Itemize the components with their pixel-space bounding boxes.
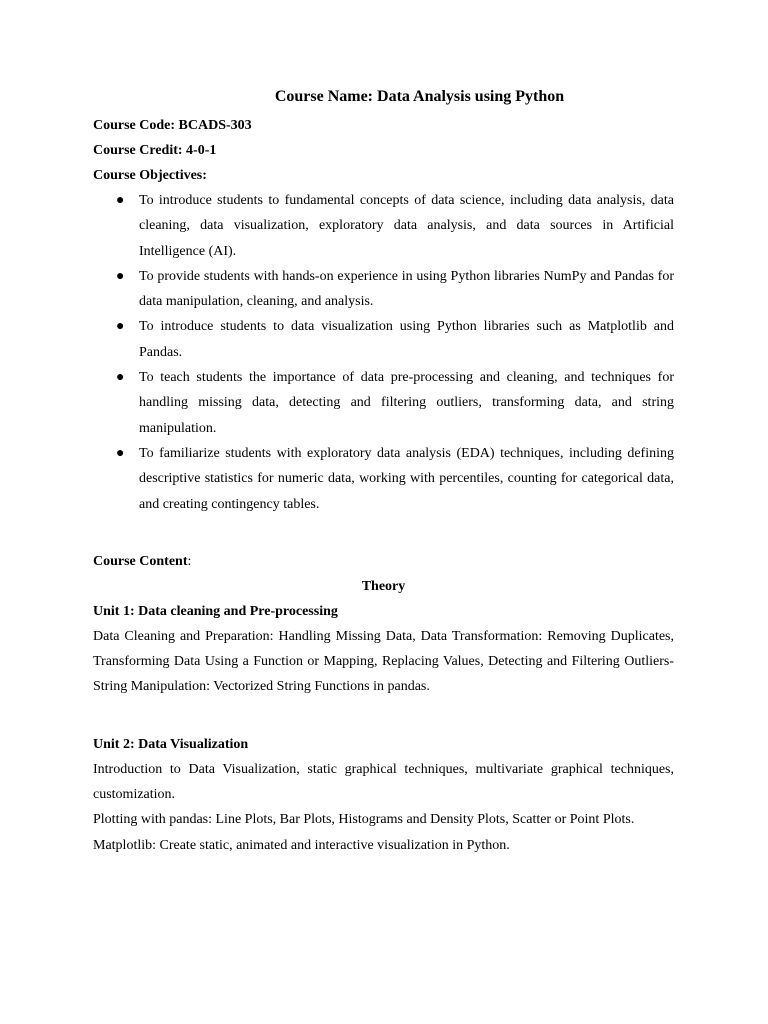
objective-item — [93, 365, 674, 441]
objective-item — [93, 441, 674, 517]
unit-2-paragraph: Introduction to Data Visualization, static graphical techniques, multivariate graphical techniques, customization. — [93, 761, 674, 803]
objectives-list — [93, 188, 674, 517]
unit-1-title: Unit 1: Data cleaning and Pre-processing — [93, 603, 338, 619]
unit-2-paragraph: Plotting with pandas: Line Plots, Bar Plots, Histograms and Density Plots, Scatter or Point Plots. — [93, 812, 635, 828]
objective-text: To familiarize students with exploratory data analysis (EDA) techniques, including defining descriptive statistics for numeric data, working with percentiles, counting for categorical data, and creating contingency tables. — [139, 445, 674, 512]
objective-text: To introduce students to data visualization using Python libraries such as Matplotlib and Pandas. — [139, 319, 674, 360]
bullet-icon: ● — [116, 319, 125, 335]
objectives-heading: Course Objectives: — [93, 168, 207, 183]
unit-2-title: Unit 2: Data Visualization — [93, 736, 249, 752]
document-title: Course Name: Data Analysis using Python — [274, 88, 565, 105]
unit-1-paragraph: Data Cleaning and Preparation: Handling Missing Data, Data Transformation: Removing Duplicates, Transforming Data Using a Function or Mapping, Replacing Values, Detecting and Filtering Outliers- String Manipulation: Vectorized String Functions in pandas. — [93, 628, 674, 695]
course-content-heading: Course Content: — [93, 553, 192, 569]
objective-text: To introduce students to fundamental concepts of data science, including data analysis, data cleaning, data visualization, exploratory data analysis, and data sources in Artificial Intelligence (AI). — [139, 193, 674, 259]
objective-item — [93, 264, 674, 315]
objective-text: To teach students the importance of data pre-processing and cleaning, and techniques for handling missing data, detecting and filtering outliers, transforming data, and string manipulation. — [139, 370, 674, 436]
course-credit: Course Credit: 4-0-1 — [93, 143, 217, 158]
objective-item — [93, 314, 674, 365]
course-code: Course Code: BCADS-303 — [93, 118, 252, 133]
bullet-icon: ● — [116, 445, 125, 461]
bullet-icon: ● — [116, 370, 125, 386]
objective-item — [93, 188, 674, 264]
theory-heading: Theory — [361, 578, 406, 594]
bullet-icon: ● — [116, 268, 125, 284]
unit-2-paragraph: Matplotlib: Create static, animated and interactive visualization in Python. — [93, 837, 510, 853]
objective-text: To provide students with hands-on experience in using Python libraries NumPy and Pandas for data manipulation, cleaning, and analysis. — [139, 268, 674, 310]
bullet-icon: ● — [116, 193, 125, 208]
document-page — [93, 84, 674, 858]
